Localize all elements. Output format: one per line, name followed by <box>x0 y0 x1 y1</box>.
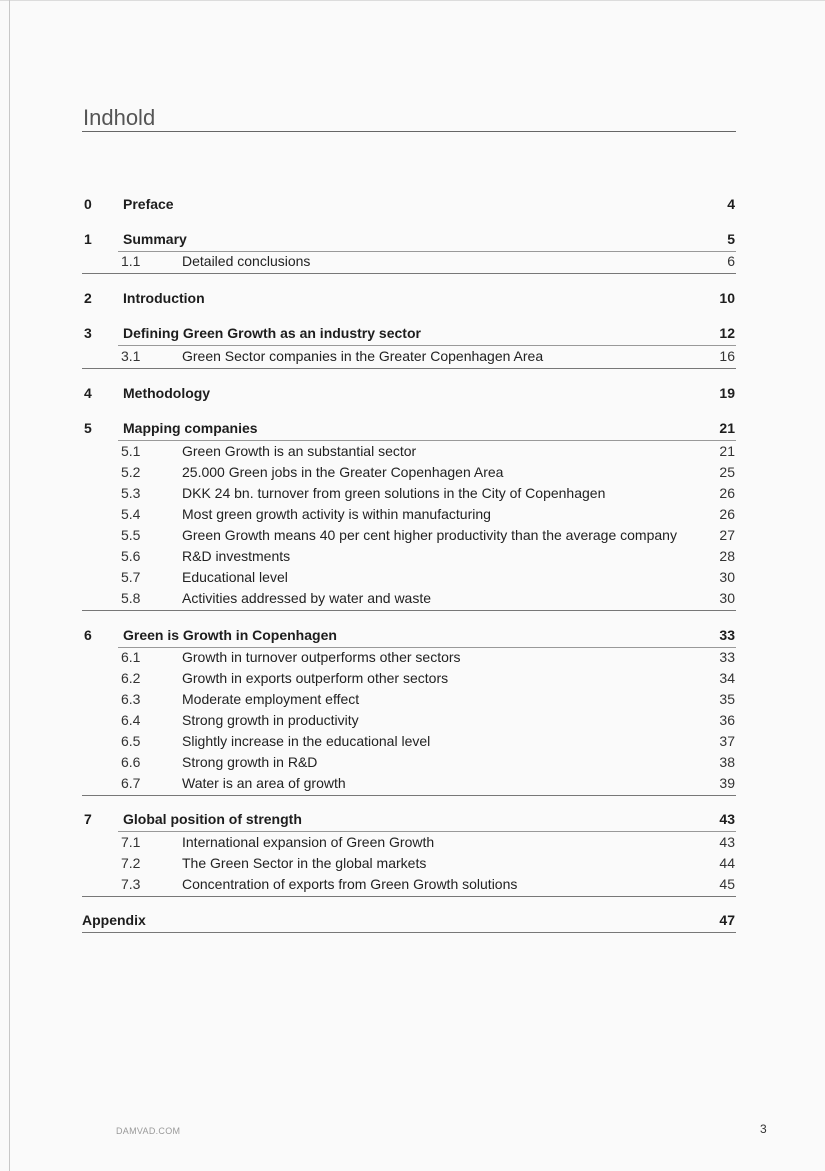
toc-entry-title: Summary <box>123 231 187 247</box>
toc-entry-title: DKK 24 bn. turnover from green solutions in the City of Copenhagen <box>182 485 606 501</box>
toc-subsection-row[interactable] <box>0 567 825 588</box>
toc-entry-title: Defining Green Growth as an industry sector <box>123 325 421 341</box>
toc-divider <box>82 610 736 611</box>
toc-divider <box>82 896 736 897</box>
toc-entry-page: 12 <box>719 325 735 341</box>
toc-entry-title: 25.000 Green jobs in the Greater Copenhagen Area <box>182 464 504 480</box>
toc-entry-title: Green Growth means 40 per cent higher productivity than the average company <box>182 527 677 543</box>
toc-entry-page: 6 <box>727 253 735 269</box>
toc-entry-title: International expansion of Green Growth <box>182 834 435 850</box>
toc-entry-title: Slightly increase in the educational level <box>182 733 431 749</box>
toc-entry-page: 27 <box>719 527 735 543</box>
toc-divider <box>118 647 736 648</box>
toc-entry-page: 36 <box>719 712 735 728</box>
toc-entry-number: 5.5 <box>121 527 141 543</box>
toc-entry-page: 10 <box>719 290 735 306</box>
toc-entry-number: 0 <box>84 196 92 212</box>
toc-entry-page: 37 <box>719 733 735 749</box>
toc-subsection-row[interactable] <box>0 441 825 462</box>
toc-entry-page: 43 <box>719 811 735 827</box>
toc-entry-number: 6.6 <box>121 754 141 770</box>
toc-entry-page: 44 <box>719 855 735 871</box>
toc-appendix-row[interactable] <box>0 910 825 931</box>
toc-entry-title: Strong growth in productivity <box>182 712 359 728</box>
toc-entry-page: 34 <box>719 670 735 686</box>
toc-subsection-row[interactable] <box>0 546 825 567</box>
toc-entry-title: Growth in exports outperform other sectors <box>182 670 449 686</box>
toc-subsection-row[interactable] <box>0 689 825 710</box>
toc-subsection-row[interactable] <box>0 462 825 483</box>
toc-entry-title: The Green Sector in the global markets <box>182 855 427 871</box>
toc-entry-title: R&D investments <box>182 548 291 564</box>
toc-divider <box>118 831 736 832</box>
toc-entry-page: 28 <box>719 548 735 564</box>
toc-entry-number: 7.3 <box>121 876 141 892</box>
toc-entry-number: 6.5 <box>121 733 141 749</box>
toc-chapter-row[interactable] <box>0 383 825 404</box>
toc-entry-number: 7 <box>84 811 92 827</box>
toc-subsection-row[interactable] <box>0 504 825 525</box>
toc-entry-title: Methodology <box>123 385 211 401</box>
toc-entry-title: Appendix <box>82 912 146 928</box>
toc-entry-page: 35 <box>719 691 735 707</box>
toc-subsection-row[interactable] <box>0 251 825 272</box>
toc-entry-number: 4 <box>84 385 92 401</box>
toc-divider <box>82 368 736 369</box>
toc-entry-title: Educational level <box>182 569 288 585</box>
toc-entry-page: 30 <box>719 569 735 585</box>
toc-entry-page: 43 <box>719 834 735 850</box>
toc-entry-title: Global position of strength <box>123 811 302 827</box>
toc-entry-title: Preface <box>123 196 174 212</box>
toc-subsection-row[interactable] <box>0 710 825 731</box>
toc-entry-title: Green Sector companies in the Greater Copenhagen Area <box>182 348 544 364</box>
toc-entry-title: Introduction <box>123 290 205 306</box>
footer-brand: DAMVAD.COM <box>116 1126 181 1136</box>
toc-entry-page: 33 <box>719 649 735 665</box>
toc-entry-title: Green is Growth in Copenhagen <box>123 627 337 643</box>
toc-entry-number: 5.3 <box>121 485 141 501</box>
toc-entry-title: Mapping companies <box>123 420 258 436</box>
toc-entry-number: 5.6 <box>121 548 141 564</box>
toc-entry-number: 2 <box>84 290 92 306</box>
toc-entry-number: 5.7 <box>121 569 141 585</box>
toc-chapter-row[interactable] <box>0 323 825 344</box>
toc-entry-page: 5 <box>727 231 735 247</box>
toc-entry-number: 6.7 <box>121 775 141 791</box>
toc-subsection-row[interactable] <box>0 483 825 504</box>
toc-entry-number: 1 <box>84 231 92 247</box>
toc-entry-number: 6.3 <box>121 691 141 707</box>
toc-subsection-row[interactable] <box>0 731 825 752</box>
toc-entry-page: 19 <box>719 385 735 401</box>
toc-entry-page: 21 <box>719 443 735 459</box>
toc-entry-number: 5.4 <box>121 506 141 522</box>
toc-subsection-row[interactable] <box>0 668 825 689</box>
toc-entry-page: 47 <box>719 912 735 928</box>
toc-entry-number: 3 <box>84 325 92 341</box>
toc-subsection-row[interactable] <box>0 853 825 874</box>
toc-entry-number: 7.2 <box>121 855 141 871</box>
toc-entry-page: 26 <box>719 506 735 522</box>
toc-entry-number: 1.1 <box>121 253 141 269</box>
toc-entry-page: 16 <box>719 348 735 364</box>
toc-entry-number: 5.8 <box>121 590 141 606</box>
toc-entry-title: Water is an area of growth <box>182 775 346 791</box>
toc-chapter-row[interactable] <box>0 288 825 309</box>
toc-divider <box>118 251 736 252</box>
toc-entry-number: 5.1 <box>121 443 141 459</box>
toc-entry-title: Growth in turnover outperforms other sectors <box>182 649 461 665</box>
toc-entry-title: Concentration of exports from Green Growth solutions <box>182 876 518 892</box>
toc-chapter-row[interactable] <box>0 418 825 439</box>
toc-entry-number: 5 <box>84 420 92 436</box>
toc-divider <box>82 932 736 933</box>
toc-chapter-row[interactable] <box>0 194 825 215</box>
toc-subsection-row[interactable] <box>0 588 825 609</box>
toc-entry-page: 30 <box>719 590 735 606</box>
toc-entry-number: 7.1 <box>121 834 141 850</box>
toc-entry-page: 4 <box>727 196 735 212</box>
toc-divider <box>118 345 736 346</box>
toc-entry-number: 5.2 <box>121 464 141 480</box>
toc-entry-title: Green Growth is an substantial sector <box>182 443 417 459</box>
toc-subsection-row[interactable] <box>0 874 825 895</box>
toc-entry-title: Moderate employment effect <box>182 691 360 707</box>
toc-entry-page: 26 <box>719 485 735 501</box>
toc-subsection-row[interactable] <box>0 752 825 773</box>
toc-chapter-row[interactable] <box>0 809 825 830</box>
toc-entry-page: 25 <box>719 464 735 480</box>
toc-subsection-row[interactable] <box>0 525 825 546</box>
toc-entry-page: 33 <box>719 627 735 643</box>
page-number: 3 <box>760 1122 767 1136</box>
toc-entry-page: 21 <box>719 420 735 436</box>
toc-chapter-row[interactable] <box>0 625 825 646</box>
toc-entry-page: 45 <box>719 876 735 892</box>
toc-entry-title: Detailed conclusions <box>182 253 311 269</box>
toc-divider <box>82 273 736 274</box>
toc-divider <box>118 440 736 441</box>
toc-entry-title: Activities addressed by water and waste <box>182 590 432 606</box>
toc-entry-number: 6.1 <box>121 649 141 665</box>
toc-entry-number: 3.1 <box>121 348 141 364</box>
toc-subsection-row[interactable] <box>0 346 825 367</box>
toc-entry-number: 6.4 <box>121 712 141 728</box>
toc-subsection-row[interactable] <box>0 647 825 668</box>
toc-chapter-row[interactable] <box>0 229 825 250</box>
toc-entry-number: 6.2 <box>121 670 141 686</box>
toc-entry-page: 39 <box>719 775 735 791</box>
toc-subsection-row[interactable] <box>0 832 825 853</box>
page-title: Indhold <box>83 105 156 130</box>
toc-entry-number: 6 <box>84 627 92 643</box>
toc-entry-page: 38 <box>719 754 735 770</box>
toc-entry-title: Most green growth activity is within manufacturing <box>182 506 491 522</box>
toc-divider <box>82 795 736 796</box>
toc-subsection-row[interactable] <box>0 773 825 794</box>
toc-entry-title: Strong growth in R&D <box>182 754 318 770</box>
